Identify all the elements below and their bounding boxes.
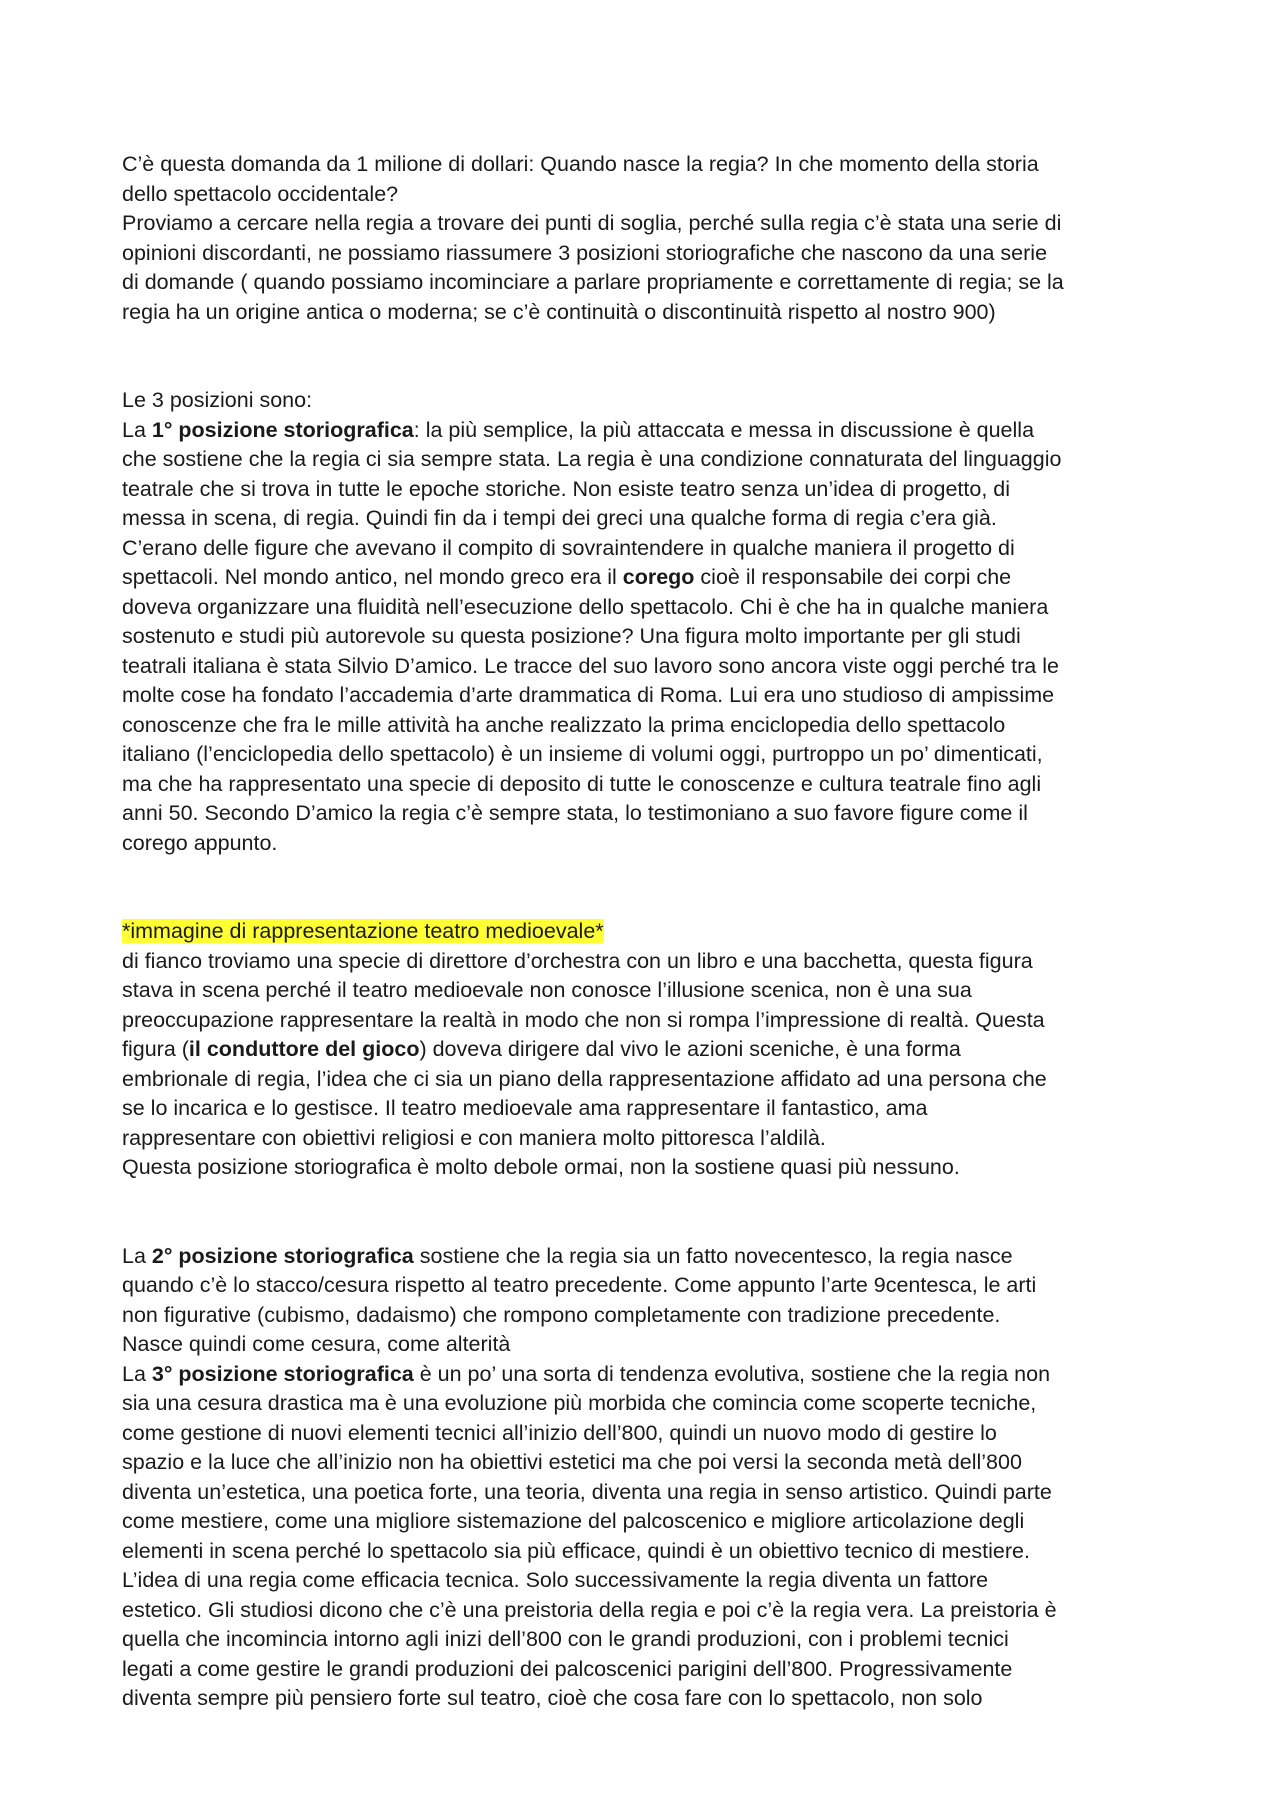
text-line: di fianco troviamo una specie di direttore d’orchestra con un libro e una bacchetta, questa figura bbox=[122, 948, 1033, 973]
paragraph-intro bbox=[122, 150, 1172, 327]
bold-term: il conduttore del gioco bbox=[188, 1037, 420, 1061]
text-line: sia una cesura drastica ma è una evoluzione più morbida che comincia come scoperte tecniche, bbox=[122, 1391, 1037, 1415]
text-line: preoccupazione rappresentare la realtà in modo che non si rompa l’impressione di realtà. Questa bbox=[122, 1007, 1045, 1032]
text-line: regia ha un origine antica o moderna; se c’è continuità o discontinuità rispetto al nostro 900) bbox=[122, 299, 996, 324]
text-line: messa in scena, di regia. Quindi fin da i tempi dei greci una qualche forma di regia c’era già. bbox=[122, 506, 997, 530]
text-span: spettacoli. Nel mondo antico, nel mondo greco era il bbox=[122, 565, 623, 589]
text-span: ) doveva dirigere dal vivo le azioni sceniche, è una forma bbox=[419, 1037, 961, 1061]
text-line: legati a come gestire le grandi produzioni dei palcoscenici parigini dell’800. Progressivamente bbox=[122, 1656, 1013, 1681]
bold-term: corego bbox=[622, 565, 695, 589]
text-line: se lo incarica e lo gestisce. Il teatro medioevale ama rappresentare il fantastico, ama bbox=[122, 1096, 928, 1120]
text-span: è un po’ una sorta di tendenza evolutiva, sostiene che la regia non bbox=[413, 1361, 1051, 1386]
text-line bbox=[122, 1035, 1172, 1065]
text-line: non figurative (cubismo, dadaismo) che rompono completamente con tradizione precedente. bbox=[122, 1302, 1001, 1327]
text-line: embrionale di regia, l’idea che ci sia un piano della rappresentazione affidato ad una persona che bbox=[122, 1066, 1047, 1091]
text-line: spazio e la luce che all’inizio non ha obiettivi estetici ma che poi versi la seconda metà dell’800 bbox=[122, 1450, 1022, 1474]
text-line: teatrale che si trova in tutte le epoche storiche. Non esiste teatro senza un’idea di progetto, di bbox=[122, 476, 1010, 501]
bold-term: 2° posizione storiografica bbox=[151, 1243, 414, 1268]
text-span: cioè il responsabile dei corpi che bbox=[694, 565, 1012, 589]
text-line: italiano (l’enciclopedia dello spettacolo) è un insieme di volumi oggi, purtroppo un po’ dimenticati, bbox=[122, 742, 1043, 766]
text-line: estetico. Gli studiosi dicono che c’è una preistoria della regia e poi c’è la regia vera. La preistoria è bbox=[122, 1597, 1057, 1622]
text-line: Le 3 posizioni sono: bbox=[122, 388, 313, 412]
text-line: ma che ha rappresentato una specie di deposito di tutte le conoscenze e cultura teatrale fino agli bbox=[122, 771, 1042, 796]
text-line: teatrali italiana è stata Silvio D’amico. Le tracce del suo lavoro sono ancora viste oggi perché tra le bbox=[122, 653, 1059, 678]
text-line: diventa sempre più pensiero forte sul teatro, cioè che cosa fare con lo spettacolo, non solo bbox=[122, 1686, 983, 1710]
text-line: dello spettacolo occidentale? bbox=[122, 181, 399, 206]
text-line: sostenuto e studi più autorevole su questa posizione? Una figura molto importante per gli studi bbox=[122, 624, 1021, 648]
text-line bbox=[122, 917, 1172, 947]
text-line: conoscenze che fra le mille attività ha anche realizzato la prima enciclopedia dello spettacolo bbox=[122, 712, 1006, 737]
text-line: anni 50. Secondo D’amico la regia c’è sempre stata, lo testimoniano a suo favore figure come il bbox=[122, 801, 1028, 825]
text-span: La bbox=[122, 1361, 152, 1386]
text-line bbox=[122, 1360, 1172, 1390]
text-span: La bbox=[122, 417, 152, 442]
text-line: diventa un’estetica, una poetica forte, una teoria, diventa una regia in senso artistico. Quindi parte bbox=[122, 1479, 1052, 1504]
document-page bbox=[122, 150, 1172, 1714]
text-line: L’idea di una regia come efficacia tecnica. Solo successivamente la regia diventa un fattore bbox=[122, 1568, 989, 1592]
text-line: Questa posizione storiografica è molto debole ormai, non la sostiene quasi più nessuno. bbox=[122, 1155, 960, 1179]
text-line: di domande ( quando possiamo incominciare a parlare propriamente e correttamente di regia; se la bbox=[122, 270, 1064, 294]
text-span: sostiene che la regia sia un fatto novecentesco, la regia nasce bbox=[413, 1243, 1013, 1268]
text-line: elementi in scena perché lo spettacolo sia più efficace, quindi è un obiettivo tecnico di mestiere. bbox=[122, 1538, 1030, 1563]
bold-term: 1° posizione storiografica bbox=[151, 417, 414, 442]
paragraph-medieval bbox=[122, 917, 1172, 1183]
text-line: Nasce quindi come cesura, come alterità bbox=[122, 1332, 511, 1356]
text-line: C’erano delle figure che avevano il compito di sovraintendere in qualche maniera il progetto di bbox=[122, 535, 1015, 560]
highlighted-note: *immagine di rappresentazione teatro medioevale* bbox=[122, 919, 604, 943]
text-line: doveva organizzare una fluidità nell’esecuzione dello spettacolo. Chi è che ha in qualche maniera bbox=[122, 594, 1049, 619]
text-line: come mestiere, come una migliore sistemazione del palcoscenico e migliore articolazione degli bbox=[122, 1509, 1025, 1533]
text-span: figura ( bbox=[122, 1037, 189, 1061]
text-line: che sostiene che la regia ci sia sempre stata. La regia è una condizione connaturata del linguaggio bbox=[122, 447, 1062, 471]
text-line: come gestione di nuovi elementi tecnici all’inizio dell’800, quindi un nuovo modo di gestire lo bbox=[122, 1420, 997, 1445]
text-line bbox=[122, 1242, 1172, 1272]
text-line bbox=[122, 563, 1172, 593]
bold-term: 3° posizione storiografica bbox=[151, 1361, 414, 1386]
text-line: Proviamo a cercare nella regia a trovare dei punti di soglia, perché sulla regia c’è stata una serie di bbox=[122, 211, 1062, 235]
text-line: molte cose ha fondato l’accademia d’arte drammatica di Roma. Lui era uno studioso di ampissime bbox=[122, 683, 1055, 707]
text-line: quella che incomincia intorno agli inizi dell’800 con le grandi produzioni, con i problemi tecnici bbox=[122, 1627, 1009, 1651]
text-span: La bbox=[122, 1243, 152, 1268]
text-span: : la più semplice, la più attaccata e messa in discussione è quella bbox=[413, 417, 1035, 442]
paragraph-second-third-position bbox=[122, 1242, 1172, 1714]
text-line: C’è questa domanda da 1 milione di dollari: Quando nasce la regia? In che momento della storia bbox=[122, 152, 1039, 176]
text-line: corego appunto. bbox=[122, 830, 278, 855]
text-line: stava in scena perché il teatro medioevale non conosce l’illusione scenica, non è una sua bbox=[122, 978, 972, 1002]
text-line: rappresentare con obiettivi religiosi e con maniera molto pittoresca l’aldilà. bbox=[122, 1125, 826, 1150]
text-line: quando c’è lo stacco/cesura rispetto al teatro precedente. Come appunto l’arte 9centesca, le arti bbox=[122, 1273, 1037, 1297]
text-line: opinioni discordanti, ne possiamo riassumere 3 posizioni storiografiche che nascono da una serie bbox=[122, 240, 1048, 265]
paragraph-first-position bbox=[122, 386, 1172, 858]
text-line bbox=[122, 416, 1172, 446]
